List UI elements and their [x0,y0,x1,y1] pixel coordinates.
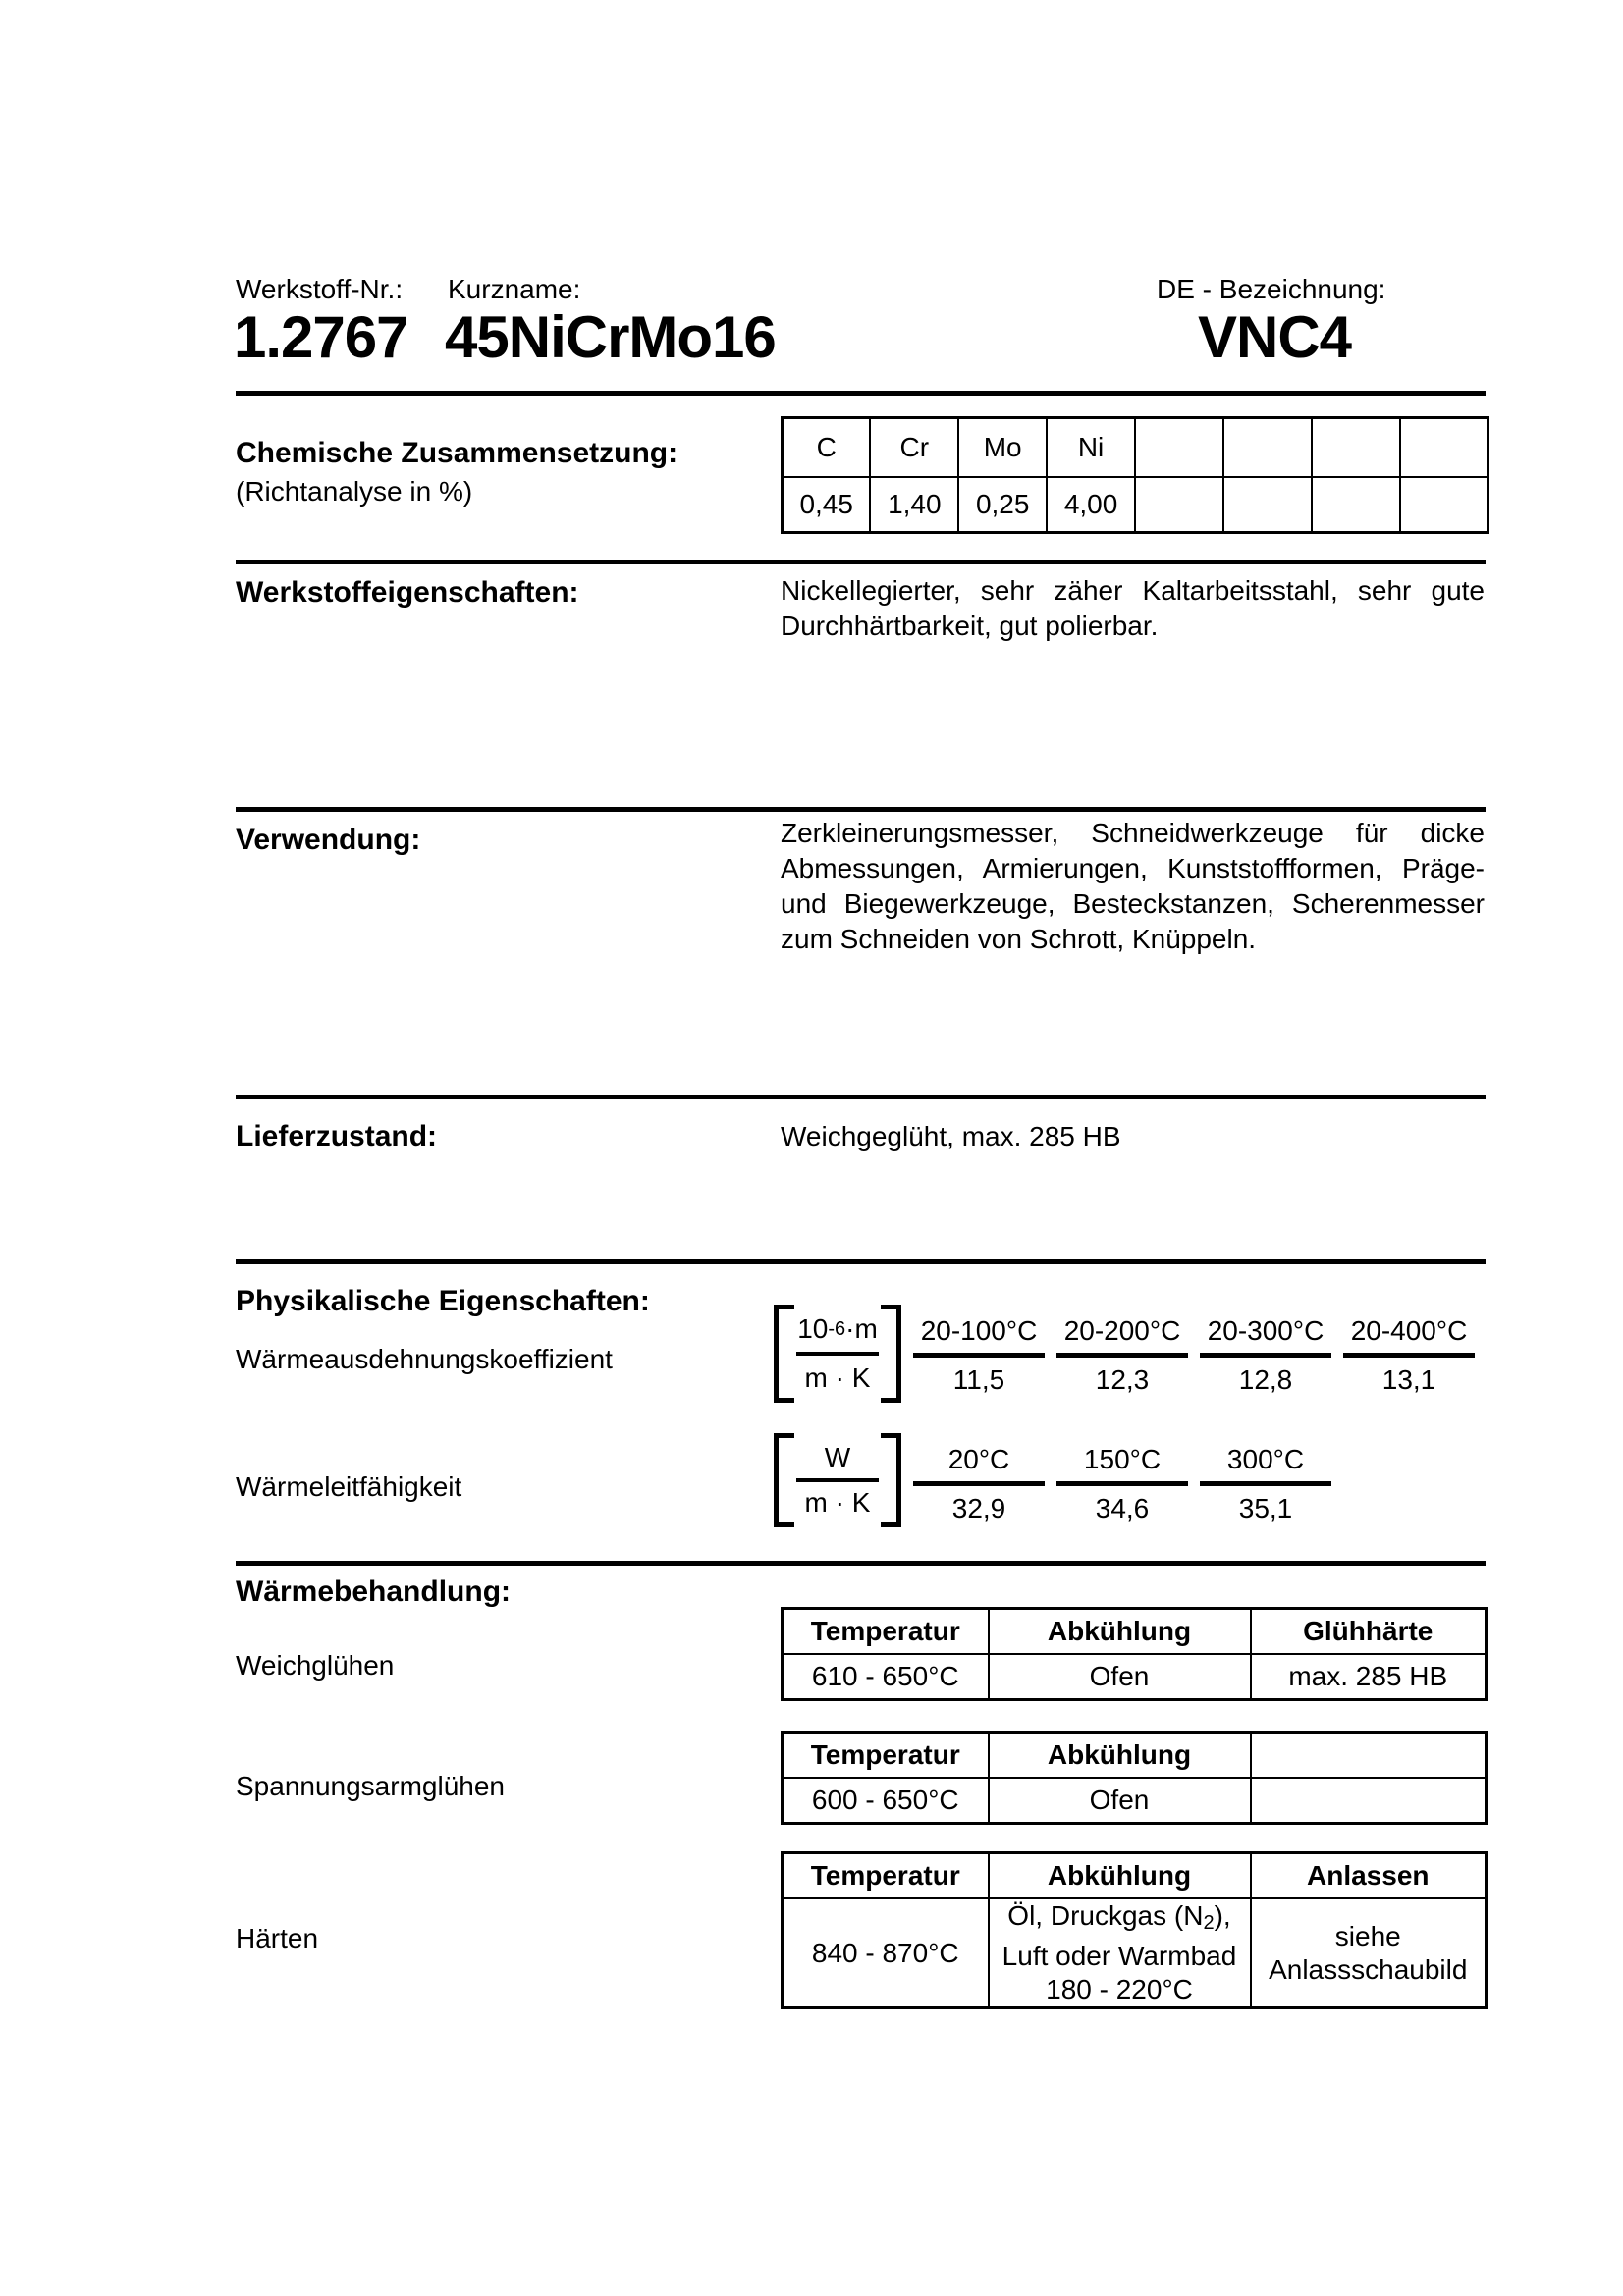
table-row [783,1778,1487,1824]
table-header-cell [1251,1733,1487,1779]
unit-rest: ·m [845,1313,878,1344]
unit-denominator: m · K [804,1487,871,1518]
text-line: Abmessungen, Armierungen, Kunststoffformen, Präge- [781,853,1485,883]
subscript-2: 2 [1203,1912,1215,1934]
thermal-expansion-values [913,1309,1475,1403]
material-properties-text [781,573,1485,644]
table-cell: Ni [1047,418,1135,478]
chemical-composition-table [781,416,1489,534]
divider-rule [236,1095,1486,1099]
table-row [783,1853,1487,1899]
unit-base: 10 [797,1313,829,1344]
temperature-range: 20-300°C [1207,1315,1325,1346]
usage-text [781,816,1485,957]
table-cell: 600 - 650°C [783,1778,989,1824]
text-line: Nickellegierter, sehr zäher Kaltarbeitsstahl, sehr gute [781,575,1485,606]
coefficient-value: 12,8 [1238,1364,1293,1395]
table-cell: 610 - 650°C [783,1654,989,1700]
cooling-text: Öl, Druckgas (N [1007,1900,1204,1931]
unit-fraction [796,1438,879,1522]
usage-heading: Verwendung: [236,824,421,856]
table-cell: max. 285 HB [1251,1654,1487,1700]
temperature-range: 20-100°C [920,1315,1038,1346]
text-line: Durchhärtbarkeit, gut polierbar. [781,611,1159,641]
table-cell: 0,25 [958,477,1047,533]
table-cell: Ofen [989,1654,1251,1700]
thermal-conductivity-label: Wärmeleitfähigkeit [236,1471,462,1502]
table-row [783,1898,1487,2008]
heat-treatment-heading: Wärmebehandlung: [236,1575,512,1608]
table-cell [1251,1778,1487,1824]
value-column [1200,1438,1331,1531]
table-cell [1135,418,1223,478]
soft-annealing-label: Weichglühen [236,1650,395,1681]
conductivity-value: 35,1 [1238,1493,1293,1523]
table-cell: Mo [958,418,1047,478]
coefficient-value: 12,3 [1095,1364,1150,1395]
delivery-condition-heading: Lieferzustand: [236,1120,438,1152]
table-header-cell: Temperatur [783,1853,989,1899]
fraction-line [796,1352,879,1356]
kurzname-label: Kurzname: [448,274,581,304]
conductivity-value: 32,9 [951,1493,1006,1523]
table-cell: C [783,418,871,478]
werkstoff-nr-value: 1.2767 [234,304,408,370]
value-column [1056,1438,1188,1531]
text-line: Zerkleinerungsmesser, Schneidwerkzeuge für dicke [781,818,1485,848]
right-bracket [881,1305,901,1403]
unit-denominator: m · K [804,1362,871,1393]
physical-properties-heading: Physikalische Eigenschaften: [236,1285,650,1317]
divider-rule [236,391,1486,396]
table-cell: Ofen [989,1778,1251,1824]
table-cell [1223,477,1312,533]
text-line: und Biegewerkzeuge, Besteckstanzen, Scherenmesser [781,888,1485,919]
divider-rule [236,1259,1486,1264]
table-header-cell: Abkühlung [989,1733,1251,1779]
left-bracket [774,1305,794,1403]
table-row [783,477,1488,533]
table-header-cell: Abkühlung [989,1609,1251,1655]
table-cell [1312,477,1400,533]
stress-relief-annealing-label: Spannungsarmglühen [236,1771,505,1801]
unit-numerator: W [824,1442,851,1472]
divider-rule [236,807,1486,812]
delivery-condition-text: Weichgeglüht, max. 285 HB [781,1121,1121,1151]
chemical-composition-heading: Chemische Zusammensetzung: [236,437,678,469]
table-cell: 0,45 [783,477,871,533]
table-row [783,418,1488,478]
thermal-expansion-unit [774,1305,901,1403]
kurzname-value: 45NiCrMo16 [445,304,776,370]
value-column [913,1438,1045,1531]
coefficient-value: 11,5 [952,1364,1005,1395]
table-header-cell: Temperatur [783,1609,989,1655]
table-cell: siehe Anlassschaubild [1251,1898,1487,2008]
left-bracket [774,1433,794,1527]
table-cell: Cr [870,418,958,478]
unit-numerator [796,1309,879,1349]
value-column [1200,1309,1331,1403]
temperature-range: 20-200°C [1063,1315,1181,1346]
coefficient-value: 13,1 [1381,1364,1436,1395]
value-column [1056,1309,1188,1403]
hardening-label: Härten [236,1923,319,1953]
table-header-cell: Anlassen [1251,1853,1487,1899]
de-bezeichnung-label: DE - Bezeichnung: [1157,274,1386,304]
table-cell: 1,40 [870,477,958,533]
table-header-cell: Temperatur [783,1733,989,1779]
unit-fraction [796,1309,879,1398]
thermal-conductivity-values [913,1438,1331,1531]
divider-rule [236,560,1486,564]
unit-exponent: -6 [828,1317,846,1340]
table-row [783,1733,1487,1779]
table-cell [989,1898,1251,2008]
fraction-line [796,1478,879,1482]
divider-rule [236,1561,1486,1566]
value-column [1343,1309,1475,1403]
value-column [913,1309,1045,1403]
table-cell [1312,418,1400,478]
table-header-cell: Abkühlung [989,1853,1251,1899]
right-bracket [881,1433,901,1527]
thermal-expansion-label: Wärmeausdehnungskoeffizient [236,1344,613,1374]
table-cell [1223,418,1312,478]
de-bezeichnung-value: VNC4 [1198,304,1352,370]
cooling-text: ), Luft oder Warmbad 180 - 220°C [1001,1900,1237,2004]
text-line: zum Schneiden von Schrott, Knüppeln. [781,924,1257,954]
temperature-range: 20°C [947,1444,1010,1474]
werkstoff-nr-label: Werkstoff-Nr.: [236,274,404,304]
table-cell [1135,477,1223,533]
table-cell: 840 - 870°C [783,1898,989,2008]
hardening-table [781,1851,1488,2009]
table-header-cell: Glühhärte [1251,1609,1487,1655]
temperature-range: 20-400°C [1350,1315,1468,1346]
material-properties-heading: Werkstoffeigenschaften: [236,576,579,609]
temperature-range: 300°C [1226,1444,1305,1474]
table-row [783,1609,1487,1655]
richtanalyse-note: (Richtanalyse in %) [236,476,473,507]
thermal-conductivity-unit [774,1433,901,1527]
soft-annealing-table [781,1607,1488,1701]
table-cell: 4,00 [1047,477,1135,533]
stress-relief-annealing-table [781,1731,1488,1825]
temperature-range: 150°C [1083,1444,1162,1474]
conductivity-value: 34,6 [1095,1493,1150,1523]
table-row [783,1654,1487,1700]
table-cell [1400,418,1488,478]
table-cell [1400,477,1488,533]
